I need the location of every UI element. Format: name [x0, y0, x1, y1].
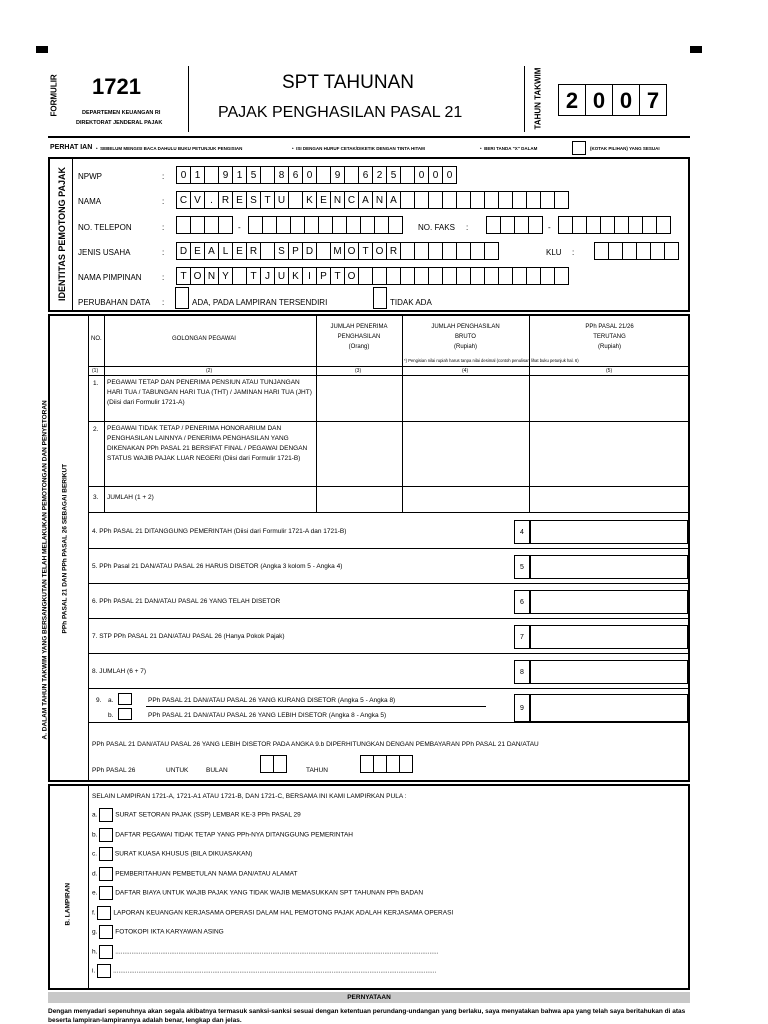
char-cell [318, 216, 333, 234]
char-cell: 2 [372, 166, 387, 184]
telepon-number-field[interactable] [248, 216, 402, 234]
char-cell [400, 242, 415, 260]
telepon-area-field[interactable] [176, 216, 232, 234]
row-5-value[interactable] [530, 555, 688, 579]
char-cell: 0 [176, 166, 191, 184]
nama-label: NAMA [78, 197, 102, 206]
lampiran-item: f. LAPORAN KEUANGAN KERJASAMA OPERASI DALAM HAL PEMOTONG PAJAK ADALAH KERJASAMA OPERASI [92, 906, 453, 920]
char-cell [558, 216, 573, 234]
char-cell: 9 [218, 166, 233, 184]
char-cell: E [316, 191, 331, 209]
row-7-number: 7 [514, 625, 530, 649]
char-cell [572, 216, 587, 234]
char-cell: T [358, 242, 373, 260]
lampiran-intro: SELAIN LAMPIRAN 1721-A, 1721-A1 ATAU 1721-B, DAN 1721-C, BERSAMA INI KAMI LAMPIRKAN PULA : [92, 793, 407, 800]
char-cell: 8 [274, 166, 289, 184]
lampiran-item: a. SURAT SETORAN PAJAK (SSP) LEMBAR KE-3 PPh PASAL 29 [92, 808, 301, 822]
lampiran-item: d. PEMBERITAHUAN PEMBETULAN NAMA DAN/ATAU ALAMAT [92, 867, 298, 881]
char-cell [442, 191, 457, 209]
year-digit: 0 [585, 84, 613, 116]
char-cell [498, 191, 513, 209]
char-cell [614, 216, 629, 234]
lampiran-item: h. ................................................................................................................................................................................... [92, 945, 439, 959]
lampiran-checkbox[interactable] [97, 906, 111, 920]
char-cell: U [274, 267, 289, 285]
char-cell [374, 216, 389, 234]
char-cell: R [246, 242, 261, 260]
note-4: (KOTAK PILIHAN) YANG SESUAI [590, 146, 660, 151]
row-4-text: 4. PPh PASAL 21 DITANGGUNG PEMERINTAH (Diisi dari Formulir 1721-A dan 1721-B) [92, 528, 347, 535]
char-cell: P [316, 267, 331, 285]
section-a-side-label-1: A. DALAM TAHUN TAKWIM YANG BERSANGKUTAN TELAH MELAKUKAN PEMOTONGAN DAN PENYETORAN [41, 400, 49, 740]
char-cell: D [302, 242, 317, 260]
char-cell: A [386, 191, 401, 209]
tahun-field[interactable] [360, 755, 412, 773]
char-cell: 6 [288, 166, 303, 184]
section-b-side-label: B. LAMPIRAN [64, 882, 72, 926]
9a-checkbox[interactable] [118, 693, 132, 705]
char-cell [428, 242, 443, 260]
char-cell [528, 216, 543, 234]
row-7-value[interactable] [530, 625, 688, 649]
char-cell [204, 216, 219, 234]
char-cell: A [358, 191, 373, 209]
lampiran-checkbox[interactable] [99, 847, 113, 861]
klu-label: KLU [546, 248, 562, 257]
row-5-number: 5 [514, 555, 530, 579]
directorate-name: DIREKTORAT JENDERAL PAJAK [76, 120, 163, 126]
department-name: DEPARTEMEN KEUANGAN RI [82, 110, 161, 116]
char-cell [428, 267, 443, 285]
char-cell [344, 166, 359, 184]
char-cell [470, 242, 485, 260]
char-cell [386, 755, 400, 773]
col-pph-header: PPh PASAL 21/26 TERUTANG (Rupiah) [585, 324, 634, 350]
row-9b-text: PPh PASAL 21 DAN/ATAU PASAL 26 YANG LEBIH DISETOR (Angka 8 - Angka 5) [148, 712, 387, 719]
char-cell: Y [218, 267, 233, 285]
char-cell: S [274, 242, 289, 260]
lampiran-checkbox[interactable] [99, 867, 113, 881]
row-9a-text: PPh PASAL 21 DAN/ATAU PASAL 26 YANG KURANG DISETOR (Angka 5 - Angka 8) [148, 697, 396, 704]
char-cell [386, 267, 401, 285]
char-cell [586, 216, 601, 234]
npwp-label: NPWP [78, 172, 102, 181]
char-cell: D [176, 242, 191, 260]
char-cell [358, 267, 373, 285]
row-8-number: 8 [514, 660, 530, 684]
perubahan-ada-label: ADA, PADA LAMPIRAN TERSENDIRI [192, 298, 328, 307]
jenis-usaha-field[interactable] [176, 242, 498, 260]
char-cell: 1 [190, 166, 205, 184]
klu-field[interactable] [594, 242, 678, 260]
lampiran-item: c. SURAT KUASA KHUSUS (BILA DIKUASAKAN) [92, 847, 252, 861]
char-cell [260, 242, 275, 260]
row-8-text: 8. JUMLAH (6 + 7) [92, 668, 147, 675]
row-8-value[interactable] [530, 660, 688, 684]
lampiran-checkbox[interactable] [97, 964, 111, 978]
char-cell [304, 216, 319, 234]
char-cell [204, 166, 219, 184]
9b-checkbox[interactable] [118, 708, 132, 720]
char-cell [428, 191, 443, 209]
char-cell: N [204, 267, 219, 285]
char-cell: U [274, 191, 289, 209]
char-cell [414, 191, 429, 209]
char-cell: C [344, 191, 359, 209]
char-cell [400, 267, 415, 285]
lampiran-item: e. DAFTAR BIAYA UNTUK WAJIB PAJAK YANG TIDAK WAJIB MEMASUKKAN SPT TAHUNAN PPh BADAN [92, 886, 423, 900]
row-9-number: 9 [514, 694, 530, 722]
row-4-value[interactable] [530, 520, 688, 544]
char-cell [636, 242, 651, 260]
row-9-value[interactable] [530, 694, 688, 722]
char-cell [218, 216, 233, 234]
example-checkbox [572, 141, 586, 155]
char-cell: 5 [386, 166, 401, 184]
nama-field[interactable] [176, 191, 568, 209]
char-cell: T [246, 267, 261, 285]
faks-number-field[interactable] [558, 216, 670, 234]
lampiran-checkbox[interactable] [99, 808, 113, 822]
char-cell [608, 242, 623, 260]
char-cell [540, 267, 555, 285]
char-cell [248, 216, 263, 234]
char-cell [514, 216, 529, 234]
row-6-value[interactable] [530, 590, 688, 614]
char-cell [388, 216, 403, 234]
form-number: 1721 [92, 74, 141, 99]
char-cell: 6 [358, 166, 373, 184]
row-3-no: 3. [93, 494, 99, 501]
registration-mark-left [36, 46, 48, 53]
char-cell: E [232, 242, 247, 260]
char-cell: 1 [232, 166, 247, 184]
char-cell [232, 267, 247, 285]
char-cell: K [302, 191, 317, 209]
lampiran-checkbox[interactable] [99, 828, 113, 842]
row-2-no: 2. [93, 426, 99, 433]
npwp-field[interactable] [176, 166, 456, 184]
char-cell [414, 242, 429, 260]
char-cell [526, 267, 541, 285]
char-cell: J [260, 267, 275, 285]
pernyataan-title: PERNYATAAN [48, 992, 690, 1003]
char-cell [360, 755, 374, 773]
char-cell: O [190, 267, 205, 285]
char-cell: P [288, 242, 303, 260]
char-cell [456, 242, 471, 260]
decimal-note: *) Pengisian nilai rupiah harus tanpa nilai desimal (contoh penulisan lihat buku petunjuk hal. 6) [404, 358, 579, 363]
char-cell [260, 166, 275, 184]
char-cell [484, 191, 499, 209]
char-cell [526, 191, 541, 209]
char-cell: T [330, 267, 345, 285]
char-cell [400, 191, 415, 209]
char-cell [400, 166, 415, 184]
char-cell [262, 216, 277, 234]
char-cell [276, 216, 291, 234]
row-5-text: 5. PPh Pasal 21 DAN/ATAU PASAL 26 HARUS DISETOR (Angka 3 kolom 5 - Angka 4) [92, 563, 343, 570]
faks-label: NO. FAKS [418, 223, 455, 232]
row-6-number: 6 [514, 590, 530, 614]
form-subtitle: PAJAK PENGHASILAN PASAL 21 [218, 104, 463, 121]
char-cell: 0 [428, 166, 443, 184]
col-jumlah-header: JUMLAH PENERIMA PENGHASILAN (Orang) [330, 324, 388, 350]
note-1: • SEBELUM MENGISI BACA DAHULU BUKU PETUNJUK PENGISIAN [96, 146, 243, 151]
nama-pimpinan-label: NAMA PIMPINAN [78, 273, 142, 282]
char-cell [316, 242, 331, 260]
char-cell [628, 216, 643, 234]
char-cell: M [330, 242, 345, 260]
char-cell [442, 267, 457, 285]
char-cell [642, 216, 657, 234]
char-cell [664, 242, 679, 260]
identitas-side-label: IDENTITAS PEMOTONG PAJAK [57, 166, 67, 301]
bulan-field[interactable] [260, 755, 286, 773]
col-bruto-header: JUMLAH PENGHASILAN BRUTO (Rupiah) [431, 324, 500, 350]
char-cell [498, 267, 513, 285]
char-cell [316, 166, 331, 184]
char-cell: . [204, 191, 219, 209]
char-cell: 0 [302, 166, 317, 184]
note-2: • ISI DENGAN HURUF CETAK/DIKETIK DENGAN TINTA HITAM [292, 146, 425, 151]
char-cell: T [260, 191, 275, 209]
char-cell: R [386, 242, 401, 260]
char-cell [332, 216, 347, 234]
perubahan-tidak-checkbox[interactable] [373, 287, 387, 309]
section-a-side-label-2: PPh PASAL 21 DAN PPh PASAL 26 SEBAGAI BERIKUT [61, 463, 69, 634]
char-cell [190, 216, 205, 234]
char-cell: 9 [330, 166, 345, 184]
char-cell [290, 216, 305, 234]
col-golongan-header: GOLONGAN PEGAWAI [172, 336, 236, 342]
char-cell: N [330, 191, 345, 209]
nama-pimpinan-field[interactable] [176, 267, 568, 285]
char-cell: R [218, 191, 233, 209]
char-cell [500, 216, 515, 234]
perubahan-tidak-label: TIDAK ADA [390, 298, 432, 307]
char-cell [414, 267, 429, 285]
char-cell [512, 191, 527, 209]
char-cell: S [246, 191, 261, 209]
lampiran-checkbox[interactable] [99, 945, 113, 959]
year-digit: 2 [558, 84, 586, 116]
year-digit: 0 [612, 84, 640, 116]
char-cell [554, 191, 569, 209]
char-cell [456, 267, 471, 285]
note-3: • BERI TANDA "X" DALAM [480, 146, 538, 151]
char-cell: E [190, 242, 205, 260]
char-cell: E [232, 191, 247, 209]
char-cell [360, 216, 375, 234]
char-cell: O [344, 267, 359, 285]
formulir-label: FORMULIR [49, 74, 59, 117]
perhatian-label: PERHAT IAN [50, 144, 93, 151]
char-cell: V [190, 191, 205, 209]
row-7-text: 7. STP PPh PASAL 21 DAN/ATAU PASAL 26 (Hanya Pokok Pajak) [92, 633, 285, 640]
char-cell [470, 191, 485, 209]
char-cell [372, 267, 387, 285]
telepon-label: NO. TELEPON [78, 223, 132, 232]
char-cell: T [176, 267, 191, 285]
char-cell [176, 216, 191, 234]
tahun-takwim-label: TAHUN TAKWIM [533, 67, 543, 130]
char-cell: C [176, 191, 191, 209]
year-digit: 7 [639, 84, 667, 116]
char-cell [512, 267, 527, 285]
char-cell [399, 755, 413, 773]
char-cell [656, 216, 671, 234]
lampiran-item: g. FOTOKOPI IKTA KARYAWAN ASING [92, 925, 224, 939]
char-cell: K [288, 267, 303, 285]
char-cell [484, 267, 499, 285]
perubahan-data-label: PERUBAHAN DATA [78, 298, 151, 307]
char-cell: L [218, 242, 233, 260]
char-cell [484, 242, 499, 260]
char-cell [442, 242, 457, 260]
row-1-no: 1. [93, 380, 99, 387]
char-cell: 0 [414, 166, 429, 184]
char-cell: 5 [246, 166, 261, 184]
char-cell [554, 267, 569, 285]
char-cell [373, 755, 387, 773]
row-1-text: PEGAWAI TETAP DAN PENERIMA PENSIUN ATAU TUNJANGAN HARI TUA / TABUNGAN HARI TUA (THT) / JAMINAN HARI TUA (JHT) (Diisi dari Formulir 1721-A) [107, 379, 312, 406]
char-cell [346, 216, 361, 234]
char-cell [622, 242, 637, 260]
lampiran-item: i. ................................................................................................................................................................................... [92, 964, 436, 978]
pernyataan-text: Dengan menyadari sepenuhnya akan segala akibatnya termasuk sanksi-sanksi sesuai dengan ketentuan perundang-undangan yang berlaku, saya menyatakan bahwa apa yang telah saya beritahukan di atas beserta lampiran-lampirannya adalah benar, lengkap dan jelas. [48, 1008, 686, 1024]
char-cell [456, 191, 471, 209]
char-cell: N [372, 191, 387, 209]
form-title: SPT TAHUNAN [282, 72, 414, 93]
char-cell [600, 216, 615, 234]
lampiran-checkbox[interactable] [99, 925, 113, 939]
faks-area-field[interactable] [486, 216, 542, 234]
row-6-text: 6. PPh PASAL 21 DAN/ATAU PASAL 26 YANG TELAH DISETOR [92, 598, 281, 605]
perubahan-ada-checkbox[interactable] [175, 287, 189, 309]
char-cell: O [344, 242, 359, 260]
year-field[interactable] [558, 84, 666, 116]
char-cell [650, 242, 665, 260]
char-cell [273, 755, 287, 773]
char-cell [260, 755, 274, 773]
char-cell: O [372, 242, 387, 260]
char-cell [486, 216, 501, 234]
char-cell: I [302, 267, 317, 285]
row-3-text: JUMLAH (1 + 2) [107, 494, 154, 501]
jenis-usaha-label: JENIS USAHA [78, 248, 131, 257]
char-cell [288, 191, 303, 209]
lebih-disetor-text: PPh PASAL 21 DAN/ATAU PASAL 26 YANG LEBIH DISETOR PADA ANGKA 9.b DIPERHITUNGKAN DENGAN PEMBAYARAN PPh PASAL 21 DAN/ATAU [92, 741, 539, 748]
char-cell [594, 242, 609, 260]
char-cell [470, 267, 485, 285]
lampiran-checkbox[interactable] [99, 886, 113, 900]
row-4-number: 4 [514, 520, 530, 544]
registration-mark-right [690, 46, 702, 53]
lampiran-item: b. DAFTAR PEGAWAI TIDAK TETAP YANG PPh-NYA DITANGGUNG PEMERINTAH [92, 828, 353, 842]
row-2-text: PEGAWAI TIDAK TETAP / PENERIMA HONORARIUM DAN PENGHASILAN LAINNYA / PENERIMA PENGHASILAN YANG DIKENAKAN PPh PASAL 21 BERSIFAT FINAL / PEGAWAI DENGAN STATUS WAJIB PAJAK LUAR NEGERI (Diisi dari Formulir 1721-B) [107, 425, 308, 462]
char-cell [540, 191, 555, 209]
char-cell: 0 [442, 166, 457, 184]
char-cell: A [204, 242, 219, 260]
col-no-header: NO. [91, 336, 102, 342]
